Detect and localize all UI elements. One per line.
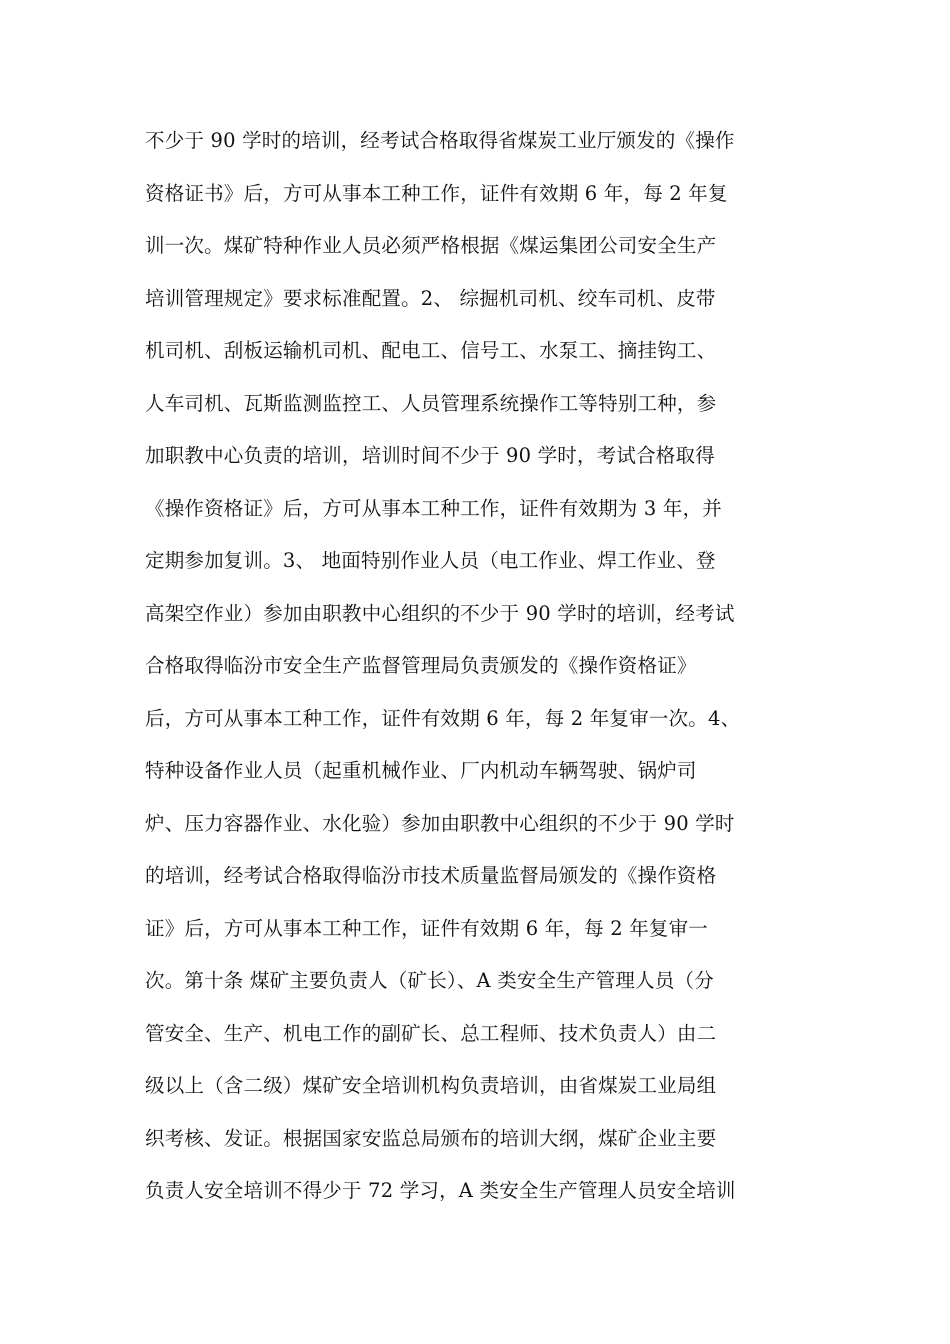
text-line: 管安全、生产、机电工作的副矿长、总工程师、技术负责人）由二 bbox=[145, 1021, 717, 1045]
text-line: 特种设备作业人员（起重机械作业、厂内机动车辆驾驶、锅炉司 bbox=[145, 759, 697, 782]
text-line: 机司机、刮板运输机司机、配电工、信号工、水泵工、摘挂钩工、 bbox=[145, 339, 717, 362]
text-line: 的培训，经考试合格取得临汾市技术质量监督局颁发的《操作资格 bbox=[145, 864, 717, 887]
text-line: 训一次。煤矿特种作业人员必须严格根据《煤运集团公司安全生产 bbox=[145, 234, 717, 257]
text-line: 定期参加复训。3、 地面特别作业人员（电工作业、焊工作业、登 bbox=[145, 549, 716, 572]
text-line: 次。第十条 煤矿主要负责人（矿长）、A 类安全生产管理人员（分 bbox=[145, 969, 714, 992]
text-line: 加职教中心负责的培训，培训时间不少于 90 学时，考试合格取得 bbox=[145, 444, 715, 467]
text-line: 高架空作业）参加由职教中心组织的不少于 90 学时的培训，经考试 bbox=[145, 601, 735, 625]
text-line: 级以上（含二级）煤矿安全培训机构负责培训，由省煤炭工业局组 bbox=[145, 1074, 717, 1097]
text-line: 合格取得临汾市安全生产监督管理局负责颁发的《操作资格证》 bbox=[145, 654, 697, 677]
text-line: 炉、压力容器作业、水化验）参加由职教中心组织的不少于 90 学时 bbox=[145, 811, 735, 835]
text-line: 织考核、发证。根据国家安监总局颁布的培训大纲，煤矿企业主要 bbox=[145, 1126, 717, 1150]
text-line: 后，方可从事本工种工作，证件有效期 6 年，每 2 年复审一次。4、 bbox=[145, 706, 741, 730]
text-line: 负责人安全培训不得少于 72 学习，A 类安全生产管理人员安全培训 bbox=[145, 1179, 736, 1202]
text-line: 不少于 90 学时的培训，经考试合格取得省煤炭工业厅颁发的《操作 bbox=[145, 129, 735, 152]
text-line: 《操作资格证》后，方可从事本工种工作，证件有效期为 3 年，并 bbox=[145, 496, 723, 520]
text-line: 培训管理规定》要求标准配置。2、 综掘机司机、绞车司机、皮带 bbox=[145, 286, 716, 310]
text-line: 人车司机、瓦斯监测监控工、人员管理系统操作工等特别工种，参 bbox=[145, 391, 717, 415]
text-line: 证》后，方可从事本工种工作，证件有效期 6 年，每 2 年复审一 bbox=[145, 916, 709, 940]
text-line: 资格证书》后，方可从事本工种工作，证件有效期 6 年，每 2 年复 bbox=[145, 181, 728, 205]
body-text bbox=[145, 115, 815, 1218]
